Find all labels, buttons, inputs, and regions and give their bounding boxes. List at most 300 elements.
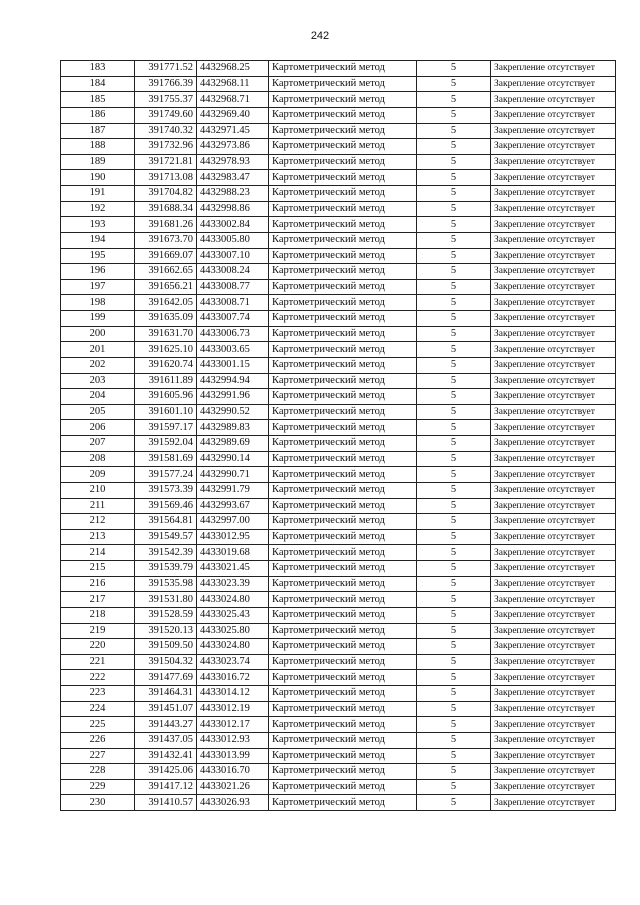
x-coordinate-cell: 391535.98 xyxy=(135,576,197,592)
accuracy-cell: 5 xyxy=(417,186,491,202)
method-cell: Картометрический метод xyxy=(269,639,417,655)
x-coordinate-cell: 391704.82 xyxy=(135,186,197,202)
x-coordinate-cell: 391635.09 xyxy=(135,311,197,327)
accuracy-cell: 5 xyxy=(417,342,491,358)
y-coordinate-cell: 4433008.77 xyxy=(197,279,269,295)
x-coordinate-cell: 391732.96 xyxy=(135,139,197,155)
x-coordinate-cell: 391740.32 xyxy=(135,123,197,139)
method-cell: Картометрический метод xyxy=(269,92,417,108)
method-cell: Картометрический метод xyxy=(269,514,417,530)
accuracy-cell: 5 xyxy=(417,514,491,530)
y-coordinate-cell: 4432990.14 xyxy=(197,451,269,467)
x-coordinate-cell: 391605.96 xyxy=(135,389,197,405)
y-coordinate-cell: 4433012.93 xyxy=(197,732,269,748)
table-row xyxy=(61,686,616,702)
accuracy-cell: 5 xyxy=(417,701,491,717)
point-number-cell: 190 xyxy=(61,170,135,186)
fixing-description-cell: Закрепление отсутствует xyxy=(491,295,616,311)
point-number-cell: 189 xyxy=(61,154,135,170)
table-row xyxy=(61,357,616,373)
y-coordinate-cell: 4432969.40 xyxy=(197,107,269,123)
fixing-description-cell: Закрепление отсутствует xyxy=(491,576,616,592)
y-coordinate-cell: 4432991.96 xyxy=(197,389,269,405)
x-coordinate-cell: 391531.80 xyxy=(135,592,197,608)
point-number-cell: 203 xyxy=(61,373,135,389)
table-row xyxy=(61,670,616,686)
y-coordinate-cell: 4433025.80 xyxy=(197,623,269,639)
fixing-description-cell: Закрепление отсутствует xyxy=(491,217,616,233)
y-coordinate-cell: 4432989.69 xyxy=(197,436,269,452)
point-number-cell: 230 xyxy=(61,795,135,811)
method-cell: Картометрический метод xyxy=(269,451,417,467)
x-coordinate-cell: 391573.39 xyxy=(135,482,197,498)
x-coordinate-cell: 391642.05 xyxy=(135,295,197,311)
fixing-description-cell: Закрепление отсутствует xyxy=(491,467,616,483)
x-coordinate-cell: 391611.89 xyxy=(135,373,197,389)
table-row xyxy=(61,779,616,795)
x-coordinate-cell: 391625.10 xyxy=(135,342,197,358)
method-cell: Картометрический метод xyxy=(269,186,417,202)
accuracy-cell: 5 xyxy=(417,639,491,655)
point-number-cell: 204 xyxy=(61,389,135,405)
y-coordinate-cell: 4433007.74 xyxy=(197,311,269,327)
table-row xyxy=(61,295,616,311)
fixing-description-cell: Закрепление отсутствует xyxy=(491,482,616,498)
table-row xyxy=(61,201,616,217)
accuracy-cell: 5 xyxy=(417,482,491,498)
method-cell: Картометрический метод xyxy=(269,279,417,295)
y-coordinate-cell: 4433002.84 xyxy=(197,217,269,233)
accuracy-cell: 5 xyxy=(417,795,491,811)
method-cell: Картометрический метод xyxy=(269,498,417,514)
method-cell: Картометрический метод xyxy=(269,232,417,248)
method-cell: Картометрический метод xyxy=(269,420,417,436)
x-coordinate-cell: 391520.13 xyxy=(135,623,197,639)
y-coordinate-cell: 4433023.74 xyxy=(197,654,269,670)
accuracy-cell: 5 xyxy=(417,764,491,780)
y-coordinate-cell: 4433008.24 xyxy=(197,264,269,280)
method-cell: Картометрический метод xyxy=(269,701,417,717)
accuracy-cell: 5 xyxy=(417,373,491,389)
accuracy-cell: 5 xyxy=(417,561,491,577)
table-row xyxy=(61,279,616,295)
y-coordinate-cell: 4433014.12 xyxy=(197,686,269,702)
table-row xyxy=(61,264,616,280)
fixing-description-cell: Закрепление отсутствует xyxy=(491,592,616,608)
accuracy-cell: 5 xyxy=(417,607,491,623)
method-cell: Картометрический метод xyxy=(269,357,417,373)
y-coordinate-cell: 4433008.71 xyxy=(197,295,269,311)
table-row xyxy=(61,482,616,498)
method-cell: Картометрический метод xyxy=(269,436,417,452)
method-cell: Картометрический метод xyxy=(269,482,417,498)
point-number-cell: 228 xyxy=(61,764,135,780)
point-number-cell: 209 xyxy=(61,467,135,483)
fixing-description-cell: Закрепление отсутствует xyxy=(491,170,616,186)
fixing-description-cell: Закрепление отсутствует xyxy=(491,404,616,420)
table-row xyxy=(61,514,616,530)
x-coordinate-cell: 391713.08 xyxy=(135,170,197,186)
accuracy-cell: 5 xyxy=(417,717,491,733)
y-coordinate-cell: 4432978.93 xyxy=(197,154,269,170)
page-number: 242 xyxy=(310,30,330,42)
table-row xyxy=(61,561,616,577)
point-number-cell: 200 xyxy=(61,326,135,342)
fixing-description-cell: Закрепление отсутствует xyxy=(491,420,616,436)
point-number-cell: 222 xyxy=(61,670,135,686)
method-cell: Картометрический метод xyxy=(269,576,417,592)
fixing-description-cell: Закрепление отсутствует xyxy=(491,529,616,545)
point-number-cell: 214 xyxy=(61,545,135,561)
accuracy-cell: 5 xyxy=(417,389,491,405)
coordinates-table xyxy=(60,60,616,811)
method-cell: Картометрический метод xyxy=(269,561,417,577)
y-coordinate-cell: 4433019.68 xyxy=(197,545,269,561)
table-row xyxy=(61,107,616,123)
y-coordinate-cell: 4432994.94 xyxy=(197,373,269,389)
point-number-cell: 196 xyxy=(61,264,135,280)
y-coordinate-cell: 4432968.11 xyxy=(197,76,269,92)
x-coordinate-cell: 391443.27 xyxy=(135,717,197,733)
table-row xyxy=(61,639,616,655)
table-row xyxy=(61,701,616,717)
accuracy-cell: 5 xyxy=(417,404,491,420)
accuracy-cell: 5 xyxy=(417,170,491,186)
method-cell: Картометрический метод xyxy=(269,795,417,811)
x-coordinate-cell: 391577.24 xyxy=(135,467,197,483)
fixing-description-cell: Закрепление отсутствует xyxy=(491,311,616,327)
method-cell: Картометрический метод xyxy=(269,342,417,358)
y-coordinate-cell: 4433006.73 xyxy=(197,326,269,342)
x-coordinate-cell: 391656.21 xyxy=(135,279,197,295)
y-coordinate-cell: 4432968.25 xyxy=(197,61,269,77)
y-coordinate-cell: 4433007.10 xyxy=(197,248,269,264)
y-coordinate-cell: 4433016.72 xyxy=(197,670,269,686)
table-row xyxy=(61,76,616,92)
method-cell: Картометрический метод xyxy=(269,248,417,264)
point-number-cell: 194 xyxy=(61,232,135,248)
fixing-description-cell: Закрепление отсутствует xyxy=(491,748,616,764)
x-coordinate-cell: 391464.31 xyxy=(135,686,197,702)
y-coordinate-cell: 4433001.15 xyxy=(197,357,269,373)
fixing-description-cell: Закрепление отсутствует xyxy=(491,779,616,795)
y-coordinate-cell: 4433023.39 xyxy=(197,576,269,592)
fixing-description-cell: Закрепление отсутствует xyxy=(491,139,616,155)
method-cell: Картометрический метод xyxy=(269,373,417,389)
method-cell: Картометрический метод xyxy=(269,670,417,686)
method-cell: Картометрический метод xyxy=(269,139,417,155)
table-row xyxy=(61,764,616,780)
x-coordinate-cell: 391417.12 xyxy=(135,779,197,795)
point-number-cell: 191 xyxy=(61,186,135,202)
y-coordinate-cell: 4433005.80 xyxy=(197,232,269,248)
fixing-description-cell: Закрепление отсутствует xyxy=(491,248,616,264)
point-number-cell: 210 xyxy=(61,482,135,498)
fixing-description-cell: Закрепление отсутствует xyxy=(491,686,616,702)
point-number-cell: 215 xyxy=(61,561,135,577)
fixing-description-cell: Закрепление отсутствует xyxy=(491,561,616,577)
fixing-description-cell: Закрепление отсутствует xyxy=(491,732,616,748)
fixing-description-cell: Закрепление отсутствует xyxy=(491,357,616,373)
point-number-cell: 227 xyxy=(61,748,135,764)
fixing-description-cell: Закрепление отсутствует xyxy=(491,717,616,733)
point-number-cell: 199 xyxy=(61,311,135,327)
fixing-description-cell: Закрепление отсутствует xyxy=(491,654,616,670)
table-row xyxy=(61,139,616,155)
fixing-description-cell: Закрепление отсутствует xyxy=(491,389,616,405)
y-coordinate-cell: 4433012.17 xyxy=(197,717,269,733)
x-coordinate-cell: 391662.65 xyxy=(135,264,197,280)
accuracy-cell: 5 xyxy=(417,654,491,670)
table-row xyxy=(61,404,616,420)
point-number-cell: 219 xyxy=(61,623,135,639)
y-coordinate-cell: 4433024.80 xyxy=(197,592,269,608)
point-number-cell: 229 xyxy=(61,779,135,795)
method-cell: Картометрический метод xyxy=(269,623,417,639)
x-coordinate-cell: 391432.41 xyxy=(135,748,197,764)
accuracy-cell: 5 xyxy=(417,217,491,233)
table-row xyxy=(61,529,616,545)
point-number-cell: 195 xyxy=(61,248,135,264)
accuracy-cell: 5 xyxy=(417,107,491,123)
x-coordinate-cell: 391542.39 xyxy=(135,545,197,561)
y-coordinate-cell: 4432990.52 xyxy=(197,404,269,420)
method-cell: Картометрический метод xyxy=(269,467,417,483)
y-coordinate-cell: 4433021.26 xyxy=(197,779,269,795)
fixing-description-cell: Закрепление отсутствует xyxy=(491,342,616,358)
fixing-description-cell: Закрепление отсутствует xyxy=(491,514,616,530)
point-number-cell: 207 xyxy=(61,436,135,452)
accuracy-cell: 5 xyxy=(417,748,491,764)
fixing-description-cell: Закрепление отсутствует xyxy=(491,92,616,108)
point-number-cell: 224 xyxy=(61,701,135,717)
x-coordinate-cell: 391581.69 xyxy=(135,451,197,467)
x-coordinate-cell: 391569.46 xyxy=(135,498,197,514)
fixing-description-cell: Закрепление отсутствует xyxy=(491,326,616,342)
method-cell: Картометрический метод xyxy=(269,264,417,280)
fixing-description-cell: Закрепление отсутствует xyxy=(491,123,616,139)
y-coordinate-cell: 4432973.86 xyxy=(197,139,269,155)
fixing-description-cell: Закрепление отсутствует xyxy=(491,795,616,811)
accuracy-cell: 5 xyxy=(417,357,491,373)
fixing-description-cell: Закрепление отсутствует xyxy=(491,279,616,295)
fixing-description-cell: Закрепление отсутствует xyxy=(491,498,616,514)
method-cell: Картометрический метод xyxy=(269,654,417,670)
point-number-cell: 206 xyxy=(61,420,135,436)
accuracy-cell: 5 xyxy=(417,420,491,436)
point-number-cell: 226 xyxy=(61,732,135,748)
x-coordinate-cell: 391425.06 xyxy=(135,764,197,780)
x-coordinate-cell: 391451.07 xyxy=(135,701,197,717)
method-cell: Картометрический метод xyxy=(269,545,417,561)
accuracy-cell: 5 xyxy=(417,326,491,342)
fixing-description-cell: Закрепление отсутствует xyxy=(491,639,616,655)
table-row xyxy=(61,420,616,436)
fixing-description-cell: Закрепление отсутствует xyxy=(491,545,616,561)
point-number-cell: 192 xyxy=(61,201,135,217)
accuracy-cell: 5 xyxy=(417,686,491,702)
accuracy-cell: 5 xyxy=(417,76,491,92)
table-row xyxy=(61,342,616,358)
table-row xyxy=(61,576,616,592)
y-coordinate-cell: 4433012.95 xyxy=(197,529,269,545)
table-row xyxy=(61,451,616,467)
y-coordinate-cell: 4432989.83 xyxy=(197,420,269,436)
method-cell: Картометрический метод xyxy=(269,217,417,233)
y-coordinate-cell: 4432991.79 xyxy=(197,482,269,498)
method-cell: Картометрический метод xyxy=(269,123,417,139)
y-coordinate-cell: 4432998.86 xyxy=(197,201,269,217)
accuracy-cell: 5 xyxy=(417,670,491,686)
method-cell: Картометрический метод xyxy=(269,748,417,764)
accuracy-cell: 5 xyxy=(417,451,491,467)
table-row xyxy=(61,748,616,764)
y-coordinate-cell: 4432968.71 xyxy=(197,92,269,108)
point-number-cell: 211 xyxy=(61,498,135,514)
accuracy-cell: 5 xyxy=(417,732,491,748)
fixing-description-cell: Закрепление отсутствует xyxy=(491,373,616,389)
method-cell: Картометрический метод xyxy=(269,686,417,702)
fixing-description-cell: Закрепление отсутствует xyxy=(491,451,616,467)
x-coordinate-cell: 391749.60 xyxy=(135,107,197,123)
accuracy-cell: 5 xyxy=(417,545,491,561)
accuracy-cell: 5 xyxy=(417,201,491,217)
point-number-cell: 202 xyxy=(61,357,135,373)
x-coordinate-cell: 391437.05 xyxy=(135,732,197,748)
y-coordinate-cell: 4433003.65 xyxy=(197,342,269,358)
table-row xyxy=(61,389,616,405)
table-row xyxy=(61,154,616,170)
accuracy-cell: 5 xyxy=(417,311,491,327)
point-number-cell: 213 xyxy=(61,529,135,545)
point-number-cell: 201 xyxy=(61,342,135,358)
method-cell: Картометрический метод xyxy=(269,592,417,608)
x-coordinate-cell: 391601.10 xyxy=(135,404,197,420)
x-coordinate-cell: 391504.32 xyxy=(135,654,197,670)
point-number-cell: 197 xyxy=(61,279,135,295)
point-number-cell: 217 xyxy=(61,592,135,608)
point-number-cell: 205 xyxy=(61,404,135,420)
table-row xyxy=(61,170,616,186)
method-cell: Картометрический метод xyxy=(269,61,417,77)
method-cell: Картометрический метод xyxy=(269,717,417,733)
table-row xyxy=(61,654,616,670)
table-row xyxy=(61,592,616,608)
fixing-description-cell: Закрепление отсутствует xyxy=(491,76,616,92)
table-row xyxy=(61,467,616,483)
accuracy-cell: 5 xyxy=(417,436,491,452)
point-number-cell: 184 xyxy=(61,76,135,92)
point-number-cell: 223 xyxy=(61,686,135,702)
accuracy-cell: 5 xyxy=(417,467,491,483)
table-row xyxy=(61,232,616,248)
point-number-cell: 218 xyxy=(61,607,135,623)
table-row xyxy=(61,326,616,342)
method-cell: Картометрический метод xyxy=(269,76,417,92)
table-row xyxy=(61,217,616,233)
y-coordinate-cell: 4432990.71 xyxy=(197,467,269,483)
fixing-description-cell: Закрепление отсутствует xyxy=(491,701,616,717)
fixing-description-cell: Закрепление отсутствует xyxy=(491,623,616,639)
x-coordinate-cell: 391688.34 xyxy=(135,201,197,217)
table-row xyxy=(61,373,616,389)
method-cell: Картометрический метод xyxy=(269,201,417,217)
table-row xyxy=(61,732,616,748)
y-coordinate-cell: 4433026.93 xyxy=(197,795,269,811)
method-cell: Картометрический метод xyxy=(269,764,417,780)
point-number-cell: 188 xyxy=(61,139,135,155)
table-row xyxy=(61,607,616,623)
point-number-cell: 220 xyxy=(61,639,135,655)
method-cell: Картометрический метод xyxy=(269,732,417,748)
fixing-description-cell: Закрепление отсутствует xyxy=(491,107,616,123)
accuracy-cell: 5 xyxy=(417,264,491,280)
accuracy-cell: 5 xyxy=(417,279,491,295)
method-cell: Картометрический метод xyxy=(269,607,417,623)
method-cell: Картометрический метод xyxy=(269,529,417,545)
accuracy-cell: 5 xyxy=(417,498,491,514)
x-coordinate-cell: 391528.59 xyxy=(135,607,197,623)
fixing-description-cell: Закрепление отсутствует xyxy=(491,264,616,280)
table-row xyxy=(61,61,616,77)
x-coordinate-cell: 391673.70 xyxy=(135,232,197,248)
x-coordinate-cell: 391766.39 xyxy=(135,76,197,92)
x-coordinate-cell: 391597.17 xyxy=(135,420,197,436)
method-cell: Картометрический метод xyxy=(269,326,417,342)
x-coordinate-cell: 391669.07 xyxy=(135,248,197,264)
accuracy-cell: 5 xyxy=(417,61,491,77)
fixing-description-cell: Закрепление отсутствует xyxy=(491,764,616,780)
method-cell: Картометрический метод xyxy=(269,404,417,420)
y-coordinate-cell: 4433012.19 xyxy=(197,701,269,717)
accuracy-cell: 5 xyxy=(417,529,491,545)
fixing-description-cell: Закрепление отсутствует xyxy=(491,670,616,686)
accuracy-cell: 5 xyxy=(417,154,491,170)
fixing-description-cell: Закрепление отсутствует xyxy=(491,154,616,170)
accuracy-cell: 5 xyxy=(417,92,491,108)
method-cell: Картометрический метод xyxy=(269,154,417,170)
x-coordinate-cell: 391631.70 xyxy=(135,326,197,342)
x-coordinate-cell: 391755.37 xyxy=(135,92,197,108)
y-coordinate-cell: 4433013.99 xyxy=(197,748,269,764)
table-row xyxy=(61,717,616,733)
point-number-cell: 212 xyxy=(61,514,135,530)
point-number-cell: 208 xyxy=(61,451,135,467)
accuracy-cell: 5 xyxy=(417,139,491,155)
table-row xyxy=(61,436,616,452)
x-coordinate-cell: 391721.81 xyxy=(135,154,197,170)
table-row xyxy=(61,248,616,264)
y-coordinate-cell: 4432983.47 xyxy=(197,170,269,186)
y-coordinate-cell: 4433024.80 xyxy=(197,639,269,655)
x-coordinate-cell: 391549.57 xyxy=(135,529,197,545)
method-cell: Картометрический метод xyxy=(269,170,417,186)
fixing-description-cell: Закрепление отсутствует xyxy=(491,61,616,77)
x-coordinate-cell: 391509.50 xyxy=(135,639,197,655)
point-number-cell: 221 xyxy=(61,654,135,670)
x-coordinate-cell: 391477.69 xyxy=(135,670,197,686)
accuracy-cell: 5 xyxy=(417,232,491,248)
x-coordinate-cell: 391564.81 xyxy=(135,514,197,530)
table-row xyxy=(61,623,616,639)
y-coordinate-cell: 4433016.70 xyxy=(197,764,269,780)
point-number-cell: 198 xyxy=(61,295,135,311)
x-coordinate-cell: 391592.04 xyxy=(135,436,197,452)
accuracy-cell: 5 xyxy=(417,576,491,592)
y-coordinate-cell: 4432997.00 xyxy=(197,514,269,530)
point-number-cell: 183 xyxy=(61,61,135,77)
table-row xyxy=(61,92,616,108)
